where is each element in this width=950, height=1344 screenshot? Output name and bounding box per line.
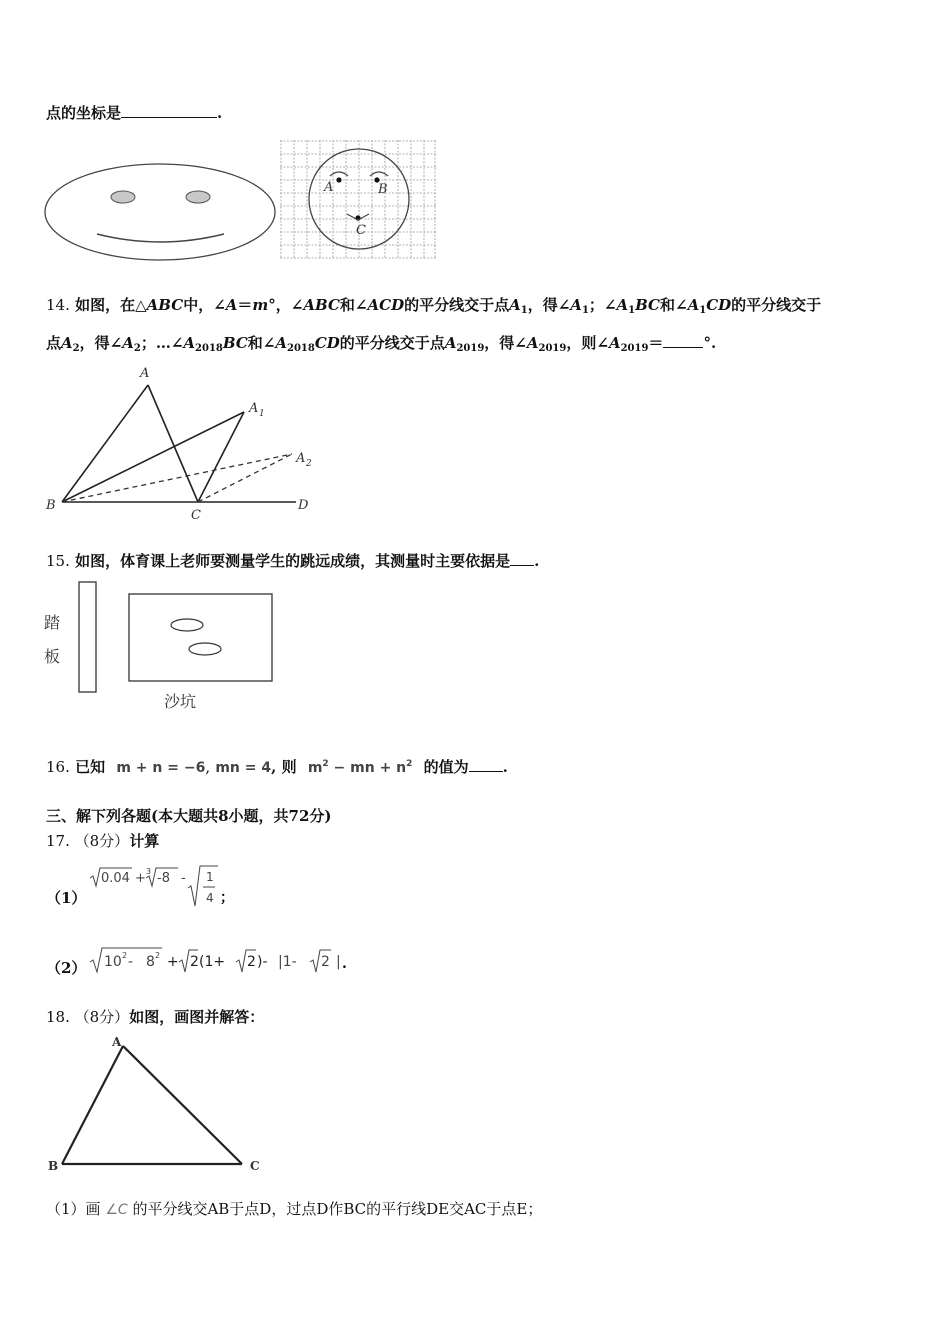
line-a1-c bbox=[198, 412, 244, 502]
label-a1-sub: 1 bbox=[259, 409, 265, 419]
q18-triangle-figure bbox=[46, 1034, 264, 1176]
q16-sep: , bbox=[205, 758, 211, 776]
footprint-2 bbox=[189, 643, 221, 655]
abs-close: | bbox=[336, 954, 341, 970]
base-8: 8 bbox=[146, 954, 155, 970]
label-b: B bbox=[46, 498, 56, 513]
q14-var: A bbox=[616, 296, 629, 314]
q14-sub: 1 bbox=[520, 305, 528, 316]
label-c: C bbox=[250, 1159, 260, 1173]
q16-line bbox=[46, 754, 508, 778]
q18-part1-text: 的平分线交AB于点D，过点D作BC的平行线DE交AC于点E； bbox=[132, 1200, 543, 1218]
abs-open: |1- bbox=[278, 954, 297, 970]
q14-text: ，得∠ bbox=[79, 334, 123, 352]
fraction-denominator: 4 bbox=[206, 891, 214, 905]
q17-part2 bbox=[46, 958, 86, 978]
q16-expr-m: m bbox=[307, 760, 323, 776]
q14-sub: 2019 bbox=[538, 343, 567, 354]
q13-grid-figure bbox=[280, 140, 436, 259]
fraction-numerator: 1 bbox=[206, 870, 214, 884]
q16-expr-exp: 2 bbox=[322, 759, 329, 769]
q14-triangle-figure bbox=[44, 362, 324, 524]
label-d: D bbox=[298, 498, 309, 513]
q14-text: 的平分线交于点 bbox=[339, 334, 445, 352]
q14-end: °. bbox=[703, 334, 717, 352]
q17-part1 bbox=[46, 888, 86, 908]
q16-text: 的值为 bbox=[423, 758, 469, 776]
q14-line2 bbox=[46, 333, 716, 359]
q17-part2-expression bbox=[88, 942, 358, 976]
q16-expr-exp: 2 bbox=[406, 759, 413, 769]
q14-var: A bbox=[122, 334, 134, 352]
line-c-a2 bbox=[198, 454, 292, 502]
board-label-1: 踏 bbox=[44, 613, 61, 632]
q16-number: 16. bbox=[46, 758, 70, 776]
q14-text: 点 bbox=[46, 334, 62, 352]
exp-2: 2 bbox=[155, 951, 161, 960]
label-c: C bbox=[356, 223, 366, 238]
q15-long-jump-figure bbox=[42, 580, 282, 716]
q14-var: ABC bbox=[303, 296, 340, 314]
label-a: A bbox=[140, 366, 150, 381]
footprint-1 bbox=[171, 619, 203, 631]
q16-expr bbox=[308, 760, 413, 776]
mouth bbox=[97, 234, 224, 242]
q17-part1-expression bbox=[88, 862, 238, 910]
op-plus: + bbox=[135, 871, 146, 886]
side-ac bbox=[123, 1046, 242, 1164]
line-b-a1 bbox=[62, 412, 244, 502]
q14-var: ACD bbox=[367, 296, 405, 314]
q16-text: 已知 bbox=[75, 758, 106, 776]
q14-text: 中，∠ bbox=[183, 296, 226, 314]
q13-end: . bbox=[217, 104, 223, 122]
label-a: A bbox=[112, 1035, 122, 1049]
q14-text: ＝ bbox=[237, 296, 253, 314]
q14-text: 如图，在△ bbox=[75, 296, 147, 314]
left-eye bbox=[111, 191, 135, 203]
q16-expr-mid: − mn + n bbox=[328, 760, 407, 776]
q18-title: 如图，画图并解答： bbox=[129, 1008, 265, 1026]
q14-text: ，得∠ bbox=[527, 296, 571, 314]
q14-sub: 1 bbox=[581, 305, 589, 316]
op-plus: + bbox=[167, 954, 179, 970]
q14-text: ；…∠ bbox=[140, 334, 184, 352]
q16-eq2: mn = 4 bbox=[215, 760, 272, 776]
q14-text: ，则∠ bbox=[566, 334, 609, 352]
q13-answer-line bbox=[46, 103, 222, 123]
q14-var: A bbox=[687, 296, 700, 314]
q14-line1 bbox=[46, 295, 821, 321]
q14-text: ；∠ bbox=[588, 296, 617, 314]
q14-sub: 2 bbox=[72, 343, 80, 354]
q13-smiley-figure bbox=[44, 162, 278, 262]
q14-var: A bbox=[61, 334, 73, 352]
radicand-2: -8 bbox=[157, 871, 170, 886]
q17-title: 计算 bbox=[129, 832, 160, 850]
q15-line bbox=[46, 551, 539, 571]
q17-part2-label: （2） bbox=[46, 959, 87, 977]
q14-var: A bbox=[509, 296, 521, 314]
point-a bbox=[336, 177, 341, 182]
section3-title: 三、解下列各题(本大题共8小题，共72分) bbox=[46, 807, 332, 825]
q15-number: 15. bbox=[46, 552, 70, 570]
cube-root-index: 3 bbox=[146, 867, 152, 876]
q14-sub: 1 bbox=[628, 305, 636, 316]
q14-var: BC bbox=[635, 296, 660, 314]
q14-var: CD bbox=[706, 296, 732, 314]
q18-part1 bbox=[46, 1199, 542, 1220]
take-off-board bbox=[79, 582, 96, 692]
q15-answer-blank[interactable] bbox=[510, 551, 534, 566]
q16-end: . bbox=[502, 758, 508, 776]
open-paren: (1+ bbox=[199, 954, 226, 970]
face-outline bbox=[45, 164, 275, 260]
pit-label: 沙坑 bbox=[164, 692, 197, 711]
label-b: B bbox=[48, 1159, 59, 1173]
q16-eq1: m + n = −6 bbox=[116, 760, 206, 776]
board-label-2: 板 bbox=[44, 647, 61, 666]
q14-var: ABC bbox=[146, 296, 184, 314]
q13-answer-blank[interactable] bbox=[121, 103, 217, 118]
q17-part1-end: ； bbox=[220, 890, 234, 906]
radicand-1: 0.04 bbox=[101, 871, 130, 886]
q17-score: （8分） bbox=[74, 832, 130, 850]
base-10: 10 bbox=[104, 954, 122, 970]
op-minus: - bbox=[128, 954, 134, 970]
q14-text: 的平分线交于 bbox=[731, 296, 822, 314]
sqrt-2-a: 2 bbox=[190, 954, 199, 970]
q14-text: 和∠ bbox=[247, 334, 276, 352]
q14-var: A bbox=[570, 296, 582, 314]
q14-var: A bbox=[225, 296, 238, 314]
grid-lines bbox=[280, 140, 436, 259]
q14-var: m bbox=[252, 296, 269, 314]
line-b-a bbox=[62, 385, 148, 502]
op-minus: - bbox=[181, 871, 186, 886]
sqrt-2-b: 2 bbox=[247, 954, 256, 970]
q14-var: A bbox=[183, 334, 196, 352]
q18-part1-label: （1）画 bbox=[46, 1200, 101, 1218]
q14-sub: 2018 bbox=[287, 343, 315, 354]
q18-score: （8分） bbox=[74, 1008, 130, 1026]
line-a-c bbox=[148, 385, 198, 502]
q13-text: 点的坐标是 bbox=[46, 104, 122, 122]
q14-text: ，得∠ bbox=[484, 334, 527, 352]
q14-sub: 2019 bbox=[620, 343, 649, 354]
line-b-a2 bbox=[62, 454, 292, 502]
q14-sub: 2019 bbox=[456, 343, 485, 354]
q15-end: . bbox=[534, 552, 540, 570]
right-eye bbox=[186, 191, 210, 203]
q18-number: 18. bbox=[46, 1008, 70, 1026]
q18-header bbox=[46, 1007, 264, 1027]
sqrt-2-c: 2 bbox=[321, 954, 330, 970]
exp-1: 2 bbox=[122, 951, 128, 960]
q14-var: A bbox=[444, 334, 457, 352]
q17-number: 17. bbox=[46, 832, 70, 850]
q14-sub: 1 bbox=[699, 305, 707, 316]
q14-answer-blank[interactable] bbox=[663, 333, 703, 348]
label-a: A bbox=[324, 180, 334, 195]
q14-sub: 2018 bbox=[195, 343, 223, 354]
q14-number: 14. bbox=[46, 296, 70, 314]
q15-text: 如图，体育课上老师要测量学生的跳远成绩，其测量时主要依据是 bbox=[75, 552, 511, 570]
q16-text: , 则 bbox=[271, 758, 297, 776]
q14-var: A bbox=[608, 334, 621, 352]
label-a1: A bbox=[249, 401, 259, 416]
label-a2: A bbox=[296, 451, 306, 466]
q14-text: 的平分线交于点 bbox=[404, 296, 510, 314]
label-a2-sub: 2 bbox=[306, 459, 312, 469]
q16-answer-blank[interactable] bbox=[469, 757, 503, 772]
q14-text: ＝ bbox=[648, 334, 664, 352]
q17-header bbox=[46, 831, 159, 851]
q14-var: A bbox=[275, 334, 287, 352]
close-paren: )- bbox=[257, 954, 268, 970]
q14-sub: 2 bbox=[133, 343, 141, 354]
q14-text: 和∠ bbox=[660, 296, 688, 314]
side-ab bbox=[62, 1046, 123, 1164]
q14-var: BC bbox=[222, 334, 248, 352]
label-c: C bbox=[191, 508, 201, 523]
q17-part1-label: （1） bbox=[46, 889, 87, 907]
q17-part2-end: . bbox=[342, 956, 347, 972]
angle-c: ∠C bbox=[105, 1202, 128, 1218]
q14-var: CD bbox=[314, 334, 340, 352]
q14-text: 和∠ bbox=[339, 296, 368, 314]
sand-pit bbox=[129, 594, 272, 681]
q14-text: °，∠ bbox=[268, 296, 304, 314]
q14-var: A bbox=[526, 334, 539, 352]
label-b: B bbox=[378, 182, 388, 197]
